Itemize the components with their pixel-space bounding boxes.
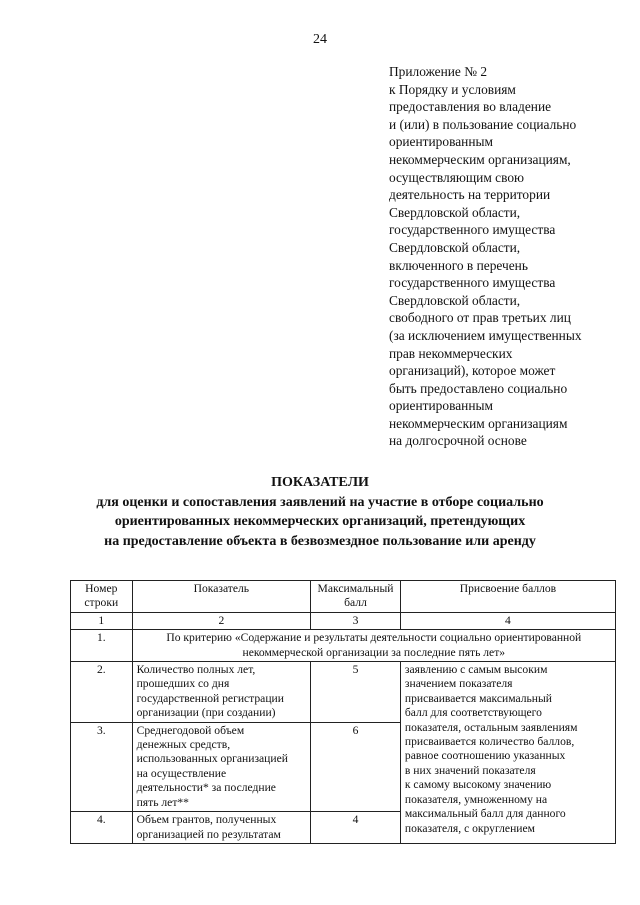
appendix-line: организаций), которое может xyxy=(389,363,556,379)
row-number: 3. xyxy=(71,722,133,811)
appendix-line: к Порядку и условиям xyxy=(389,81,516,97)
column-number: 1 xyxy=(71,612,133,629)
appendix-line: и (или) в пользование социально xyxy=(389,116,577,132)
max-score-cell: 5 xyxy=(311,662,401,723)
appendix-line: прав некоммерческих xyxy=(389,345,513,361)
indicators-table xyxy=(70,580,616,844)
indicator-cell: Объем грантов, полученных организацией по результатам xyxy=(132,812,311,844)
table-header-row xyxy=(71,581,616,613)
appendix-line: на долгосрочной основе xyxy=(389,433,527,449)
criterion-row xyxy=(71,630,616,662)
appendix-line: некоммерческим организациям, xyxy=(389,151,571,167)
scoring-rule-cell: заявлению с самым высоким значением показателя присваивается максимальный балл для соответствующего показателя, остальным заявлениям присваивается количество баллов, равное соотношению указанных в них значений показателя к самому высокому значению показателя, умноженному на максимальный балл для данного показателя, с округлением xyxy=(400,662,615,844)
appendix-line: государственного имущества xyxy=(389,222,556,238)
appendix-line: быть предоставлено социально xyxy=(389,380,568,396)
appendix-line: государственного имущества xyxy=(389,275,556,291)
appendix-line: Приложение № 2 xyxy=(389,64,488,79)
appendix-line: осуществляющим свою xyxy=(389,169,525,185)
appendix-line: Свердловской области, xyxy=(389,239,521,255)
title-heading: ПОКАЗАТЕЛИ xyxy=(271,475,369,490)
document-title xyxy=(0,473,640,551)
header-score-assignment: Присвоение баллов xyxy=(400,581,615,613)
appendix-line: ориентированным xyxy=(389,134,493,150)
appendix-line: деятельность на территории xyxy=(389,187,551,203)
row-number: 1. xyxy=(71,630,133,662)
title-line-3: на предоставление объекта в безвозмездное пользование или аренду xyxy=(104,533,536,549)
row-number: 4. xyxy=(71,812,133,844)
appendix-line: некоммерческим организациям xyxy=(389,415,568,431)
column-number: 4 xyxy=(400,612,615,629)
column-number: 2 xyxy=(132,612,311,629)
appendix-line: (за исключением имущественных xyxy=(389,327,582,343)
header-indicator: Показатель xyxy=(132,581,311,613)
title-line-2: ориентированных некоммерческих организаций, претендующих xyxy=(114,514,526,529)
criterion-text: По критерию «Содержание и результаты деятельности социально ориентированной некоммерческой организации за последние пять лет» xyxy=(132,630,615,662)
max-score-cell: 4 xyxy=(311,812,401,844)
appendix-line: свободного от прав третьих лиц xyxy=(389,310,571,326)
appendix-line: Свердловской области, xyxy=(389,292,521,308)
table-row xyxy=(71,662,616,723)
indicator-cell: Среднегодовой объем денежных средств, использованных организацией на осуществление деятельности* за последние пять лет** xyxy=(132,722,311,811)
header-max-score: Максимальный балл xyxy=(311,581,401,613)
title-line-1: для оценки и сопоставления заявлений на участие в отборе социально xyxy=(96,494,544,510)
max-score-cell: 6 xyxy=(311,722,401,811)
appendix-line: включенного в перечень xyxy=(389,257,528,273)
column-number-row xyxy=(71,612,616,629)
page-number: 24 xyxy=(313,32,327,47)
header-row-number: Номер строки xyxy=(71,581,133,613)
appendix-line: ориентированным xyxy=(389,398,493,414)
row-number: 2. xyxy=(71,662,133,723)
appendix-note xyxy=(389,63,629,450)
column-number: 3 xyxy=(311,612,401,629)
appendix-line: Свердловской области, xyxy=(389,204,521,220)
indicator-cell: Количество полных лет, прошедших со дня государственной регистрации организации (при создании) xyxy=(132,662,311,723)
appendix-line: предоставления во владение xyxy=(389,99,552,115)
